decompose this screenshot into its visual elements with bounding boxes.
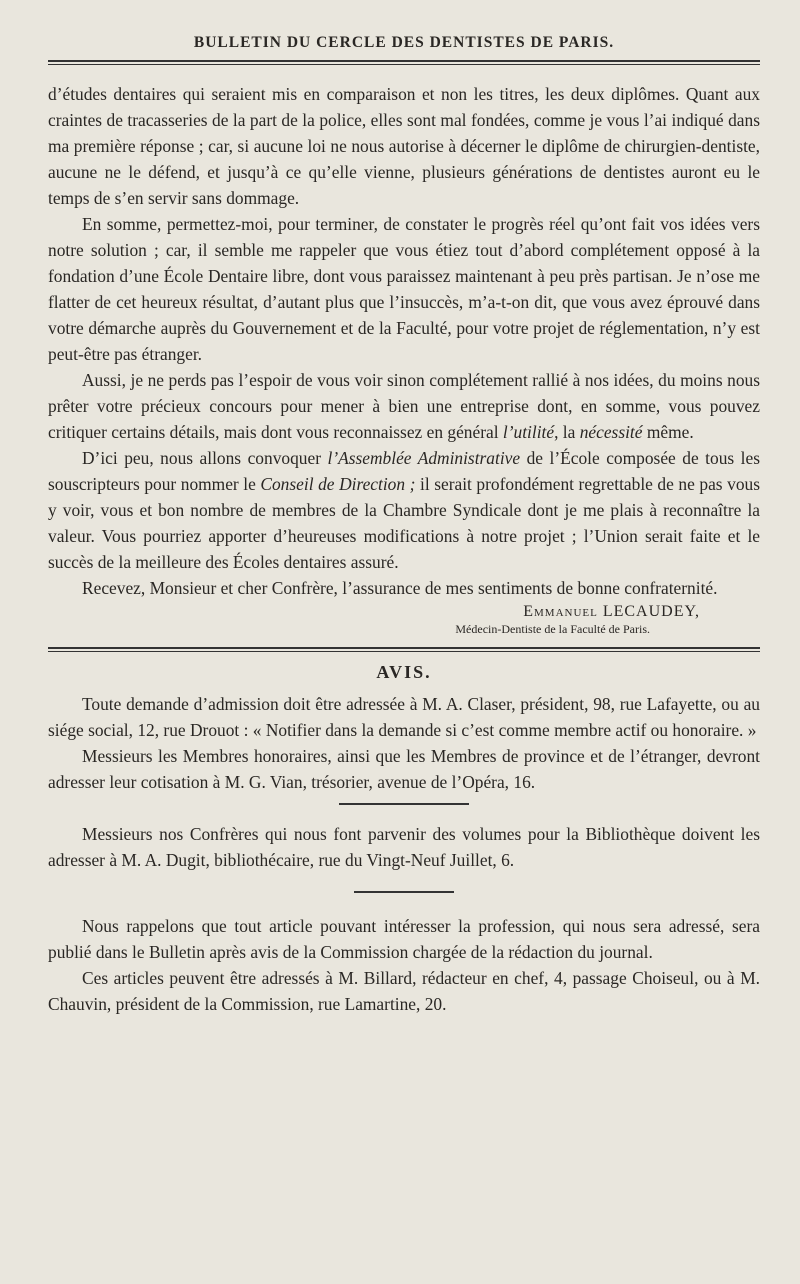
avis-paragraph-4: Nous rappelons que tout article pouvant intéresser la profession, qui nous sera adressé, sera publié dans le Bulletin après avis de la Commission chargée de la rédaction du journal. (48, 916, 760, 962)
p3-italic-necessite: nécessité (579, 422, 643, 442)
letter-paragraph-1: d’études dentaires qui seraient mis en comparaison et non les titres, les deux diplômes. Quant aux craintes de tracasseries de la part de la police, elles sont mal fondées, comme je vous l’ai indiqué dans ma première réponse ; car, si aucune loi ne nous autorise à décerner le diplôme de chirurgien-dentiste, aucune ne le défend, et jusqu’à ce qu’elle vienne, plusieurs générations de dentistes auront eu le temps de s’en servir sans dommage. (48, 84, 760, 208)
p4-text-a: D’ici peu, nous allons convoquer (82, 448, 328, 468)
section-rule (48, 647, 760, 652)
p4-text-c: il serait profondément regrettable de ne pas vous y voir, vous et bon nombre de membres de la Chambre Syndicale dont je me plais à reconnaître la valeur. Vous pourriez apporter d’heureuses modifications à notre projet ; l’Union serait faite et le succès de la meilleure des Écoles dentaires assuré. (48, 474, 760, 572)
letter-paragraph-4 (48, 445, 760, 575)
p4-italic-assemblee: l’Assemblée Administrative (327, 448, 521, 468)
avis-paragraph-2: Messieurs les Membres honoraires, ainsi que les Membres de province et de l’étranger, devront adresser leur cotisation à M. G. Vian, trésorier, avenue de l’Opéra, 16. (48, 746, 760, 792)
avis-title: AVIS. (376, 662, 432, 682)
avis-paragraph-1: Toute demande d’admission doit être adressée à M. A. Claser, président, 98, rue Lafayette, ou au siége social, 12, rue Drouot : « Notifier dans la demande si c’est comme membre actif ou honoraire. » (48, 694, 760, 740)
avis-paragraph-5: Ces articles peuvent être adressés à M. Billard, rédacteur en chef, 4, passage Choiseul, ou à M. Chauvin, président de la Commission, rue Lamartine, 20. (48, 968, 760, 1014)
letter-paragraph-3 (48, 367, 760, 445)
p3-italic-utilite: l’utilité (502, 422, 555, 442)
p4-italic-conseil: Conseil de Direction ; (260, 474, 416, 494)
header-rule (48, 60, 760, 65)
p3-text-b: , la (554, 422, 580, 442)
p3-text-a: Aussi, je ne perds pas l’espoir de vous voir sinon complétement rallié à nos idées, du moins nous prêter votre précieux concours pour mener à bien une entreprise dont, en somme, vous pouvez critiquer certains détails, mais dont vous reconnaissez en général (48, 370, 760, 442)
running-header: BULLETIN DU CERCLE DES DENTISTES DE PARIS. (193, 34, 615, 51)
avis-paragraph-3: Messieurs nos Confrères qui nous font parvenir des volumes pour la Bibliothèque doivent les adresser à M. A. Dugit, bibliothécaire, rue du Vingt-Neuf Juillet, 6. (48, 824, 760, 870)
short-divider-1 (339, 803, 469, 805)
letter-paragraph-5: Recevez, Monsieur et cher Confrère, l’assurance de mes sentiments de bonne confraternité. (82, 578, 718, 598)
letter-paragraph-2: En somme, permettez-moi, pour terminer, de constater le progrès réel qu’ont fait vos idées vers notre solution ; car, il semble me rappeler que vous étiez tout d’abord complétement opposé à la fondation d’une École Dentaire libre, dont vous paraissez maintenant à peu près partisan. Je n’ose me flatter de cet heureux résultat, d’autant plus que l’insuccès, m’a-t-on dit, que vous avez éprouvé dans votre démarche auprès du Gouvernement et de la Faculté, pour votre projet de réglementation, n’y est peut-être pas étranger. (48, 214, 760, 364)
p3-text-c: même. (642, 422, 694, 442)
signature-title: Médecin-Dentiste de la Faculté de Paris. (455, 622, 650, 636)
signature (48, 603, 760, 621)
p4-text-b: de l’École composée de tous les souscripteurs pour nommer le (48, 448, 760, 494)
short-divider-2 (354, 891, 454, 893)
signature-name: Emmanuel LECAUDEY, (523, 603, 700, 620)
